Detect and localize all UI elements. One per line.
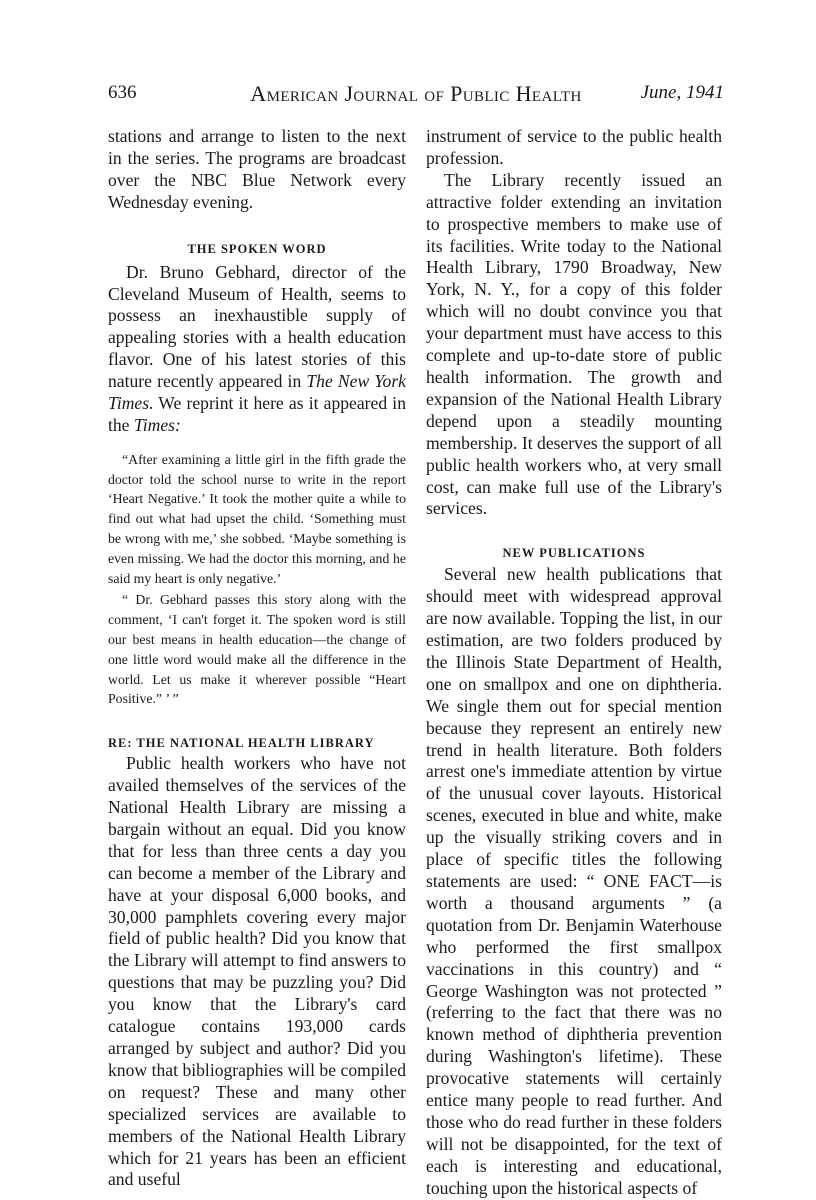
quote-paragraph-1: “After examining a little girl in the fifth grade the doctor told the school nurse to write in the report ‘Heart Negative.’ It took the mother quite a while to find out what had upset the child. ‘Something must be wrong with me,’ she sobbed. ‘Maybe something is even missing. We had the doctor this morning, and he said my heart is only negative.’ — [108, 451, 406, 586]
intro-paragraph: stations and arrange to listen to the next in the series. The programs are broadcast over the NBC Blue Network every Wednesday evening. — [108, 126, 406, 212]
publications-heading: NEW PUBLICATIONS — [502, 546, 646, 561]
running-header — [108, 82, 724, 112]
issue-date: June, 1941 — [640, 82, 724, 103]
library-paragraph: Public health workers who have not availed themselves of the services of the National Health Library are missing a bargain without an equal. Did you know that for less than three cents a day you can become a member of the Library and have at your disposal 6,000 books, and 30,000 pamphlets covering every major field of public health? Did you know that the Library will attempt to find answers to questions that may be puzzling you? Did you know that the Library's card catalogue contains 193,000 cards arranged by subject and author? Did you know that bibliographies will be compiled on request? These and many other specialized services are available to members of the National Health Library which for 21 years has been an efficient and useful — [108, 753, 406, 1190]
left-column — [108, 126, 406, 1191]
quote-paragraph-2: “ Dr. Gebhard passes this story along with the comment, ‘I can't forget it. The spoken word is still our best means in health education—the change of one little word would make all the difference in the world. Let us make it wherever possible “Heart Positive.” ’ ” — [108, 592, 406, 707]
continued-paragraph: instrument of service to the public health profession. — [426, 126, 722, 168]
folder-paragraph: The Library recently issued an attractive folder extending an invitation to prospective members to make use of its facilities. Write today to the National Health Library, 1790 Broadway, New York, N. Y., for a copy of this folder which will no doubt convince you that your department must have access to this complete and up-to-date store of public health information. The growth and expansion of the National Health Library depend upon a steadily mounting membership. It deserves the support of all public health workers who, at very small cost, can make full use of the Library's services. — [426, 169, 722, 519]
journal-title: American Journal of Public Health — [250, 81, 582, 106]
library-heading: RE: THE NATIONAL HEALTH LIBRARY — [108, 736, 375, 751]
spoken-word-heading: THE SPOKEN WORD — [187, 241, 327, 256]
spoken-word-paragraph: Dr. Bruno Gebhard, director of the Cleveland Museum of Health, seems to possess an inexhaustible supply of appealing stories with a health education flavor. One of his latest stories of this nature recently appeared in The New York Times. We reprint it here as it appeared in the Times: — [108, 261, 406, 435]
page-number: 636 — [108, 82, 137, 103]
publications-paragraph: Several new health publications that should meet with widespread approval are now available. Topping the list, in our estimation, are two folders produced by the Illinois State Department of Health, one on smallpox and one on diphtheria. We single them out for special mention because they represent an entirely new trend in health literature. Both folders arrest one's immediate attention by virtue of the unusual cover layouts. Historical scenes, executed in blue and white, make up the visually striking covers and in place of specific titles the following statements are used: “ ONE FACT—is worth a thousand arguments ” (a quotation from Dr. Benjamin Waterhouse who performed the first smallpox vaccinations in this country) and “ George Washington was not protected ” (referring to the fact that there was no known method of diphtheria prevention during Washington's lifetime). These provocative statements will certainly entice many people to read further. And those who do read further in these folders will not be disappointed, for the text of each is interesting and educational, touching upon the historical aspects of — [426, 564, 722, 1198]
right-column — [426, 126, 722, 1200]
